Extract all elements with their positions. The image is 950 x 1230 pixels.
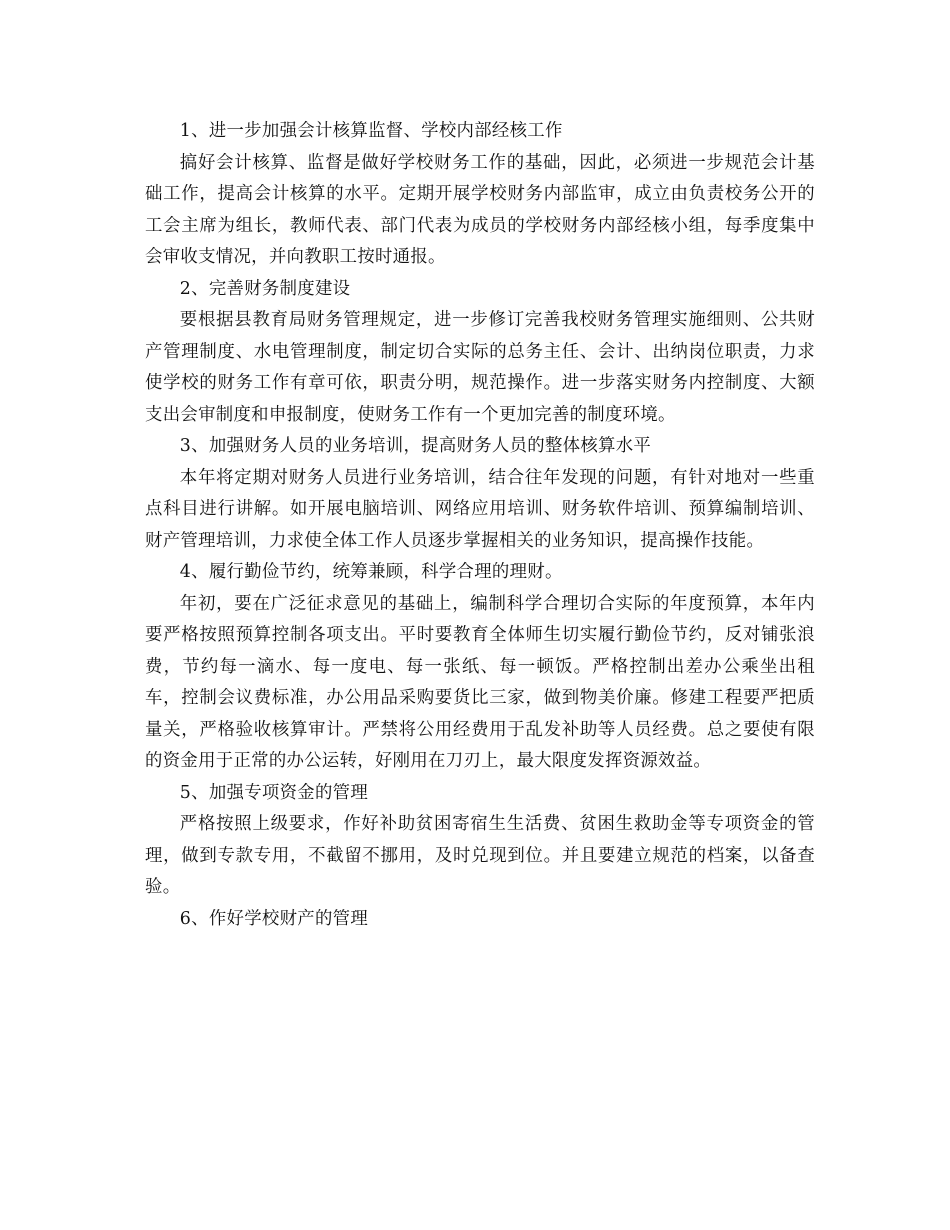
section-body-3: 本年将定期对财务人员进行业务培训，结合往年发现的问题，有针对地对一些重点科目进行讲解。如开展电脑培训、网络应用培训、财务软件培训、预算编制培训、财产管理培训，力求使全体工作人员逐步掌握相关的业务知识，提高操作技能。 (145, 467, 815, 551)
section-body-1: 搞好会计核算、监督是做好学校财务工作的基础，因此，必须进一步规范会计基础工作，提高会计核算的水平。定期开展学校财务内部监审，成立由负责校务公开的工会主席为组长，教师代表、部门代表为成员的学校财务内部经核小组，每季度集中会审收支情况，并向教职工按时通报。 (145, 152, 815, 267)
section-heading-2: 2、完善财务制度建设 (179, 278, 351, 299)
section-body-2: 要根据县教育局财务管理规定，进一步修订完善我校财务管理实施细则、公共财产管理制度、水电管理制度，制定切合实际的总务主任、会计、出纳岗位职责，力求使学校的财务工作有章可依，职责分明，规范操作。进一步落实财务内控制度、大额支出会审制度和申报制度，使财务工作有一个更加完善的制度环境。 (145, 310, 815, 425)
section-heading-4: 4、履行勤俭节约，统筹兼顾，科学合理的理财。 (179, 562, 563, 582)
section-heading-3: 3、加强财务人员的业务培训，提高财务人员的整体核算水平 (179, 436, 652, 456)
document-body (145, 116, 815, 935)
section-body-5: 严格按照上级要求，作好补助贫困寄宿生生活费、贫困生救助金等专项资金的管理，做到专款专用，不截留不挪用，及时兑现到位。并且要建立规范的档案，以备查验。 (145, 814, 815, 897)
section-heading-5: 5、加强专项资金的管理 (179, 782, 369, 803)
section-heading-1: 1、进一步加强会计核算监督、学校内部经核工作 (179, 121, 563, 141)
section-body-4: 年初，要在广泛征求意见的基础上，编制科学合理切合实际的年度预算，本年内要严格按照预算控制各项支出。平时要教育全体师生切实履行勤俭节约，反对铺张浪费，节约每一滴水、每一度电、每一张纸、每一顿饭。严格控制出差办公乘坐出租车，控制会议费标准，办公用品采购要货比三家，做到物美价廉。修建工程要严把质量关，严格验收核算审计。严禁将公用经费用于乱发补助等人员经费。总之要使有限的资金用于正常的办公运转，好刚用在刀刃上，最大限度发挥资源效益。 (145, 593, 815, 771)
section-heading-6: 6、作好学校财产的管理 (179, 908, 369, 929)
